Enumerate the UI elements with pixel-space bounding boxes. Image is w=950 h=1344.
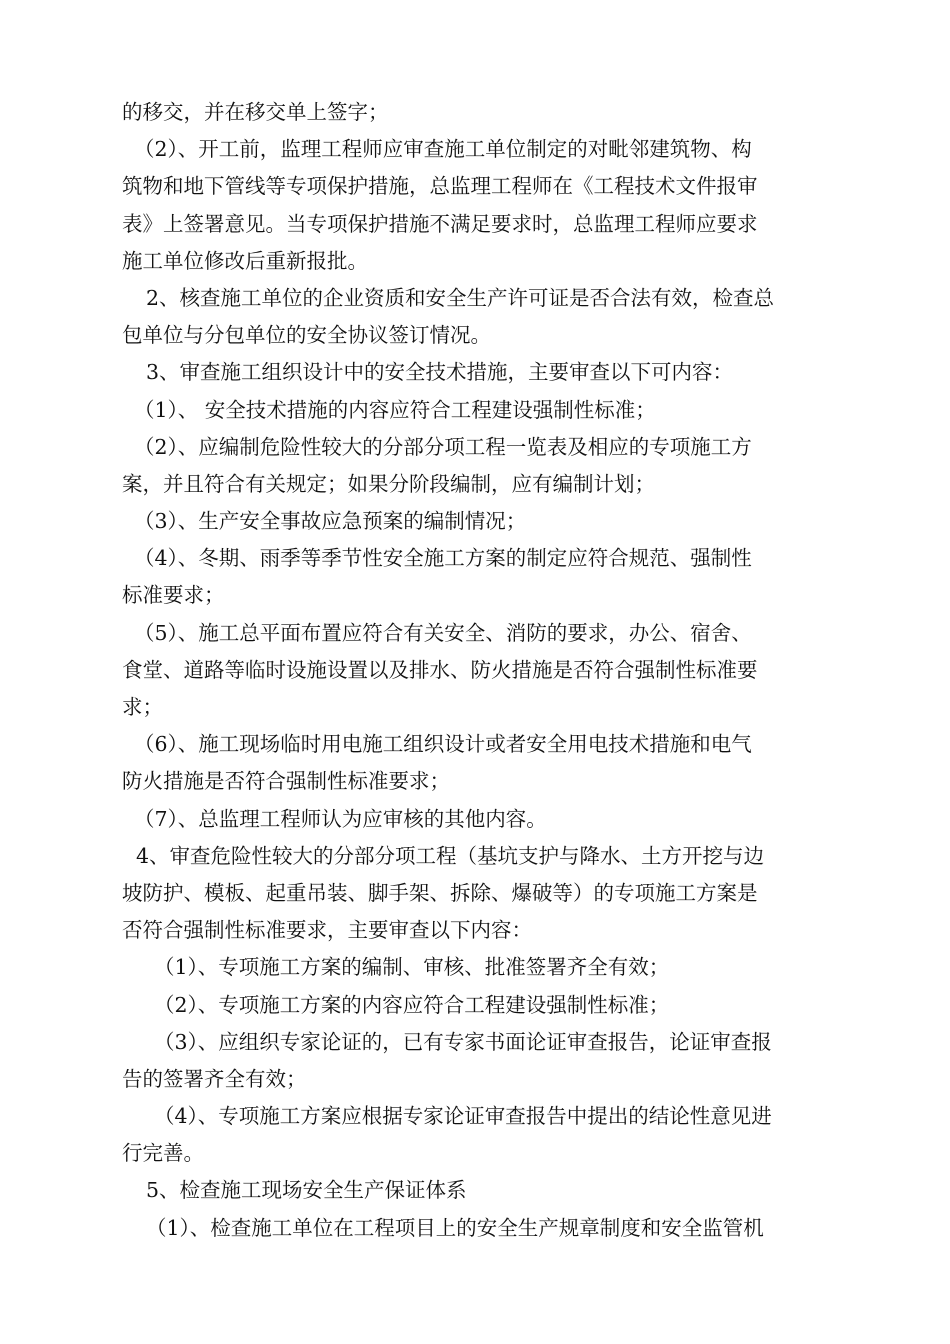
- text-line: （5）、施工总平面布置应符合有关安全、消防的要求，办公、宿舍、: [134, 620, 752, 645]
- text-line: 案，并且符合有关规定；如果分阶段编制，应有编制计划；: [122, 471, 655, 496]
- text-line: 食堂、道路等临时设施设置以及排水、防火措施是否符合强制性标准要: [122, 657, 758, 682]
- text-line: （3）、应组织专家论证的，已有专家书面论证审查报告，论证审查报: [154, 1029, 772, 1054]
- document-body: [122, 94, 832, 1247]
- text-line: （4）、冬期、雨季等季节性安全施工方案的制定应符合规范、强制性: [134, 546, 752, 571]
- text-line: （1）、检查施工单位在工程项目上的安全生产规章制度和安全监管机: [146, 1215, 764, 1240]
- text-line: （2）、开工前，监理工程师应审查施工单位制定的对毗邻建筑物、构: [134, 137, 752, 162]
- text-line: （3）、生产安全事故应急预案的编制情况；: [134, 509, 527, 534]
- text-line: （4）、专项施工方案应根据专家论证审查报告中提出的结论性意见进: [154, 1104, 772, 1129]
- text-line: （2）、专项施工方案的内容应符合工程建设强制性标准；: [154, 992, 670, 1017]
- text-line: 表》上签署意见。当专项保护措施不满足要求时，总监理工程师应要求: [122, 211, 758, 236]
- text-line: 4、审查危险性较大的分部分项工程（基坑支护与降水、土方开挖与边: [136, 843, 765, 868]
- text-line: 标准要求；: [122, 583, 225, 608]
- text-line: （6）、施工现场临时用电施工组织设计或者安全用电技术措施和电气: [134, 732, 752, 757]
- text-line: 3、审查施工组织设计中的安全技术措施，主要审查以下可内容：: [146, 360, 734, 385]
- text-line: 包单位与分包单位的安全协议签订情况。: [122, 323, 491, 348]
- text-line: 行完善。: [122, 1141, 204, 1166]
- text-line: （1）、专项施工方案的编制、审核、批准签署齐全有效；: [154, 955, 670, 980]
- text-line: 2、核查施工单位的企业资质和安全生产许可证是否合法有效，检查总: [146, 285, 775, 310]
- text-line: 求；: [122, 695, 163, 719]
- text-line: （1）、 安全技术措施的内容应符合工程建设强制性标准；: [134, 397, 656, 422]
- text-line: 防火措施是否符合强制性标准要求；: [122, 769, 450, 794]
- text-line: （2）、应编制危险性较大的分部分项工程一览表及相应的专项施工方: [134, 434, 752, 459]
- text-line: 坡防护、模板、起重吊装、脚手架、拆除、爆破等）的专项施工方案是: [122, 880, 758, 905]
- text-line: 的移交，并在移交单上签字；: [122, 100, 389, 124]
- text-line: （7）、总监理工程师认为应审核的其他内容。: [134, 806, 547, 831]
- text-line: 告的签署齐全有效；: [122, 1066, 307, 1091]
- text-line: 5、检查施工现场安全生产保证体系: [146, 1178, 467, 1203]
- text-line: 筑物和地下管线等专项保护措施，总监理工程师在《工程技术文件报审: [122, 174, 758, 199]
- text-line: 否符合强制性标准要求，主要审查以下内容：: [122, 918, 532, 943]
- text-line: 施工单位修改后重新报批。: [122, 248, 368, 273]
